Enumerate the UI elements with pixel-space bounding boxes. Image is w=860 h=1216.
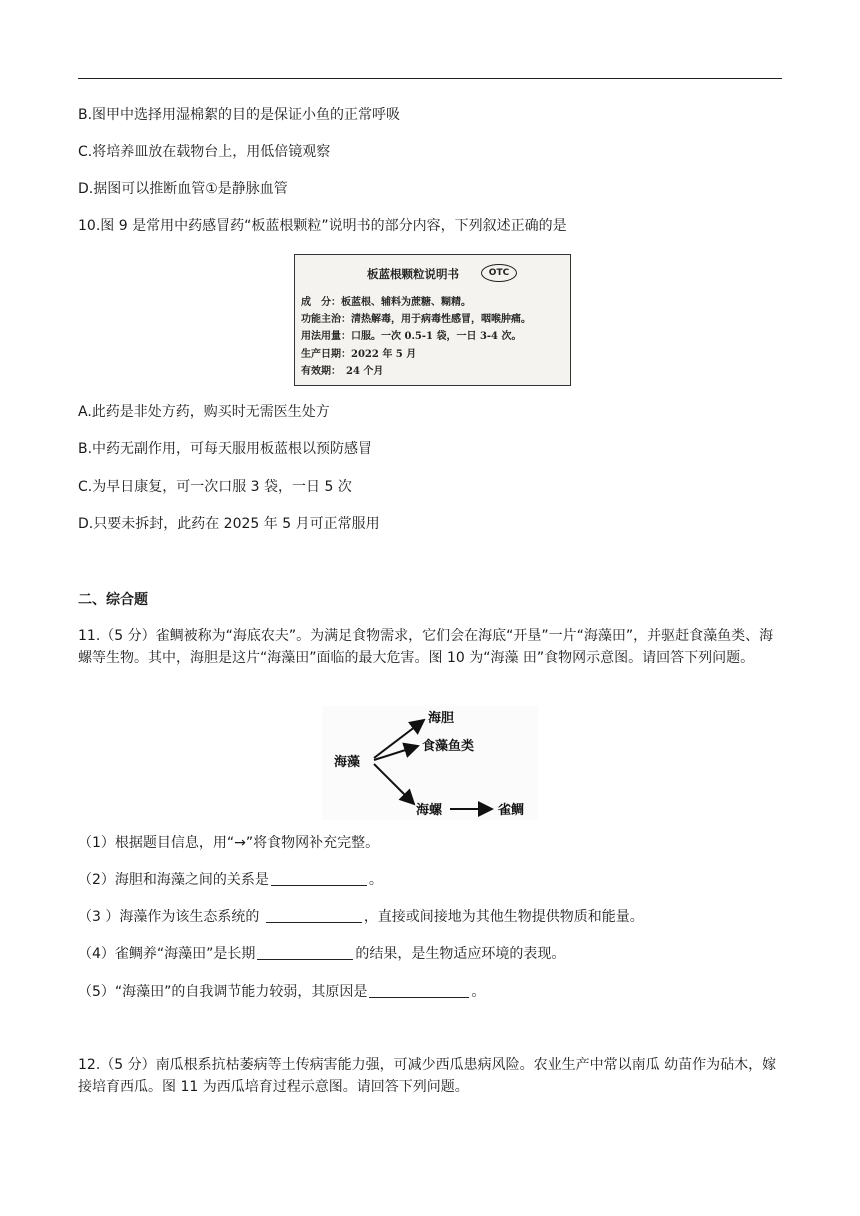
node-quediao: 雀鲷 xyxy=(498,803,525,818)
node-haizao: 海藻 xyxy=(334,755,361,770)
q11-sub2 xyxy=(78,869,383,891)
node-haidan: 海胆 xyxy=(428,711,455,726)
option-q9-c: C.将培养皿放在载物台上，用低倍镜观察 xyxy=(78,144,331,160)
label-row-ingredients: 成 分：板蓝根、辅料为蔗糖、糊精。 xyxy=(301,297,471,308)
q11-sub4-end: 的结果，是生物适应环境的表现。 xyxy=(355,946,566,962)
q11-sub2-text: （2）海胆和海藻之间的关系是 xyxy=(78,872,269,888)
q11-sub3 xyxy=(78,906,644,928)
medicine-label-figure xyxy=(294,254,571,386)
option-q9-d: D.据图可以推断血管①是静脉血管 xyxy=(78,181,288,197)
q11-sub3-text: （3 ）海藻作为该生态系统的 xyxy=(78,909,264,925)
question-12-stem: 12.（5 分）南瓜根系抗枯萎病等土传病害能力强，可减少西瓜患病风险。农业生产中常以南瓜 幼苗作为砧木，嫁接培育西瓜。图 11 为西瓜培育过程示意图。请回答下列问题。 xyxy=(78,1057,777,1095)
answer-blank-5[interactable] xyxy=(369,983,469,998)
q11-sub5-end: 。 xyxy=(471,984,486,1000)
label-title: 板蓝根颗粒说明书 xyxy=(367,267,459,281)
option-q10-a: A.此药是非处方药，购买时无需医生处方 xyxy=(78,404,330,420)
label-row-indications: 功能主治：清热解毒，用于病毒性感冒，咽喉肿痛。 xyxy=(301,314,531,325)
section-heading: 二、综合题 xyxy=(78,592,148,608)
q11-sub2-end: 。 xyxy=(368,872,383,888)
q11-sub1: （1）根据题目信息，用“→”将食物网补充完整。 xyxy=(78,835,380,851)
q11-sub4-text: （4）雀鲷养“海藻田”是长期 xyxy=(78,946,256,962)
node-hailuo: 海螺 xyxy=(416,803,443,818)
q11-sub5 xyxy=(78,981,485,1003)
label-row-production-date: 生产日期：2022 年 5 月 xyxy=(301,349,417,360)
answer-blank-4[interactable] xyxy=(257,945,353,960)
label-row-validity: 有效期： 24 个月 xyxy=(301,366,384,377)
arrow-haizao-hailuo xyxy=(374,764,414,804)
option-q10-d: D.只要未拆封，此药在 2025 年 5 月可正常服用 xyxy=(78,516,380,532)
question-11-stem: 11.（5 分）雀鲷被称为“海底农夫”。为满足食物需求，它们会在海底“开垦”一片“海藻田”，并驱赶食藻鱼类、海螺等生物。其中，海胆是这片“海藻田”面临的最大危害。图 10 为“海藻 田”食物网示意图。请回答下列问题。 xyxy=(78,628,774,666)
header-rule xyxy=(78,78,782,79)
q11-sub4 xyxy=(78,943,565,965)
q11-sub5-text: （5）“海藻田”的自我调节能力较弱，其原因是 xyxy=(78,984,368,1000)
option-q10-b: B.中药无副作用，可每天服用板蓝根以预防感冒 xyxy=(78,441,373,457)
label-row-dosage: 用法用量：口服。一次 0.5-1 袋，一日 3-4 次。 xyxy=(301,331,522,342)
option-q10-c: C.为早日康复，可一次口服 3 袋，一日 5 次 xyxy=(78,479,352,495)
option-q9-b: B.图甲中选择用湿棉絮的目的是保证小鱼的正常呼吸 xyxy=(78,107,401,123)
answer-blank-3[interactable] xyxy=(266,908,362,923)
node-yulei: 食藻鱼类 xyxy=(422,739,475,754)
otc-badge: OTC xyxy=(481,264,517,282)
question-10-stem: 10.图 9 是常用中药感冒药“板蓝根颗粒”说明书的部分内容，下列叙述正确的是 xyxy=(78,218,567,234)
answer-blank-2[interactable] xyxy=(271,871,367,886)
q11-sub3-end: ，直接或间接地为其他生物提供物质和能量。 xyxy=(363,909,644,925)
food-web-diagram xyxy=(322,706,538,820)
